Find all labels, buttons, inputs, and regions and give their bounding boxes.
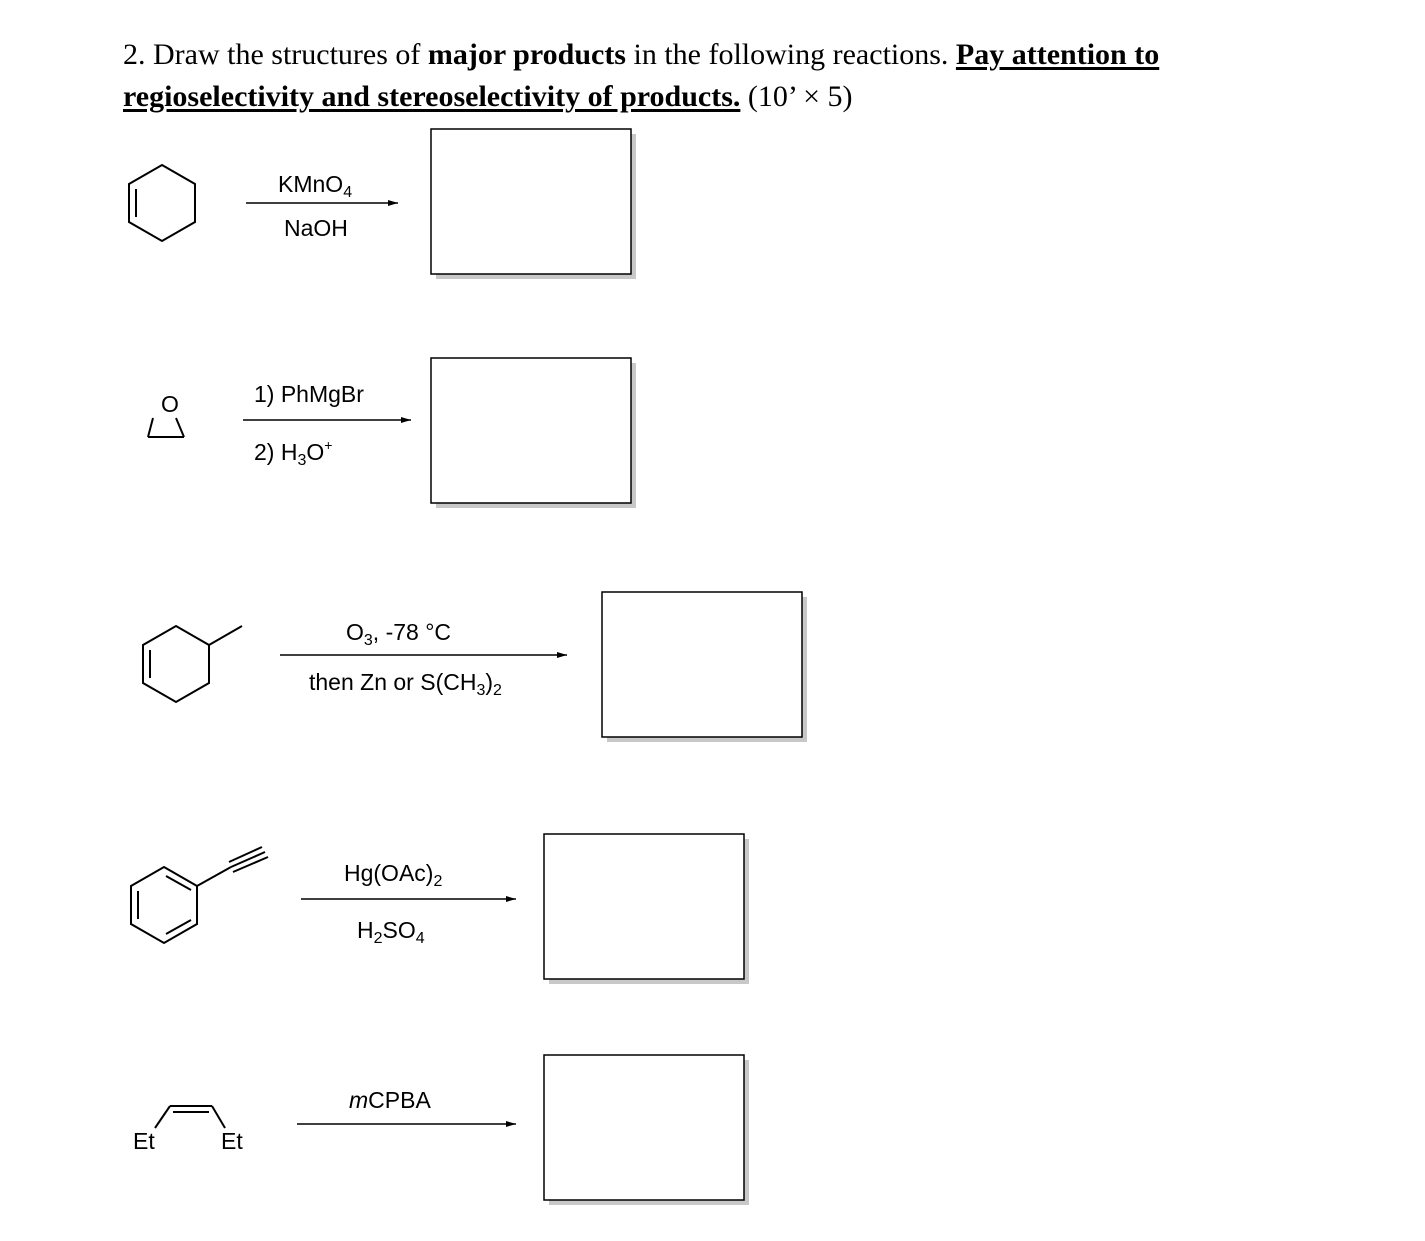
question-underline-2: regioselectivity and stereoselectivity of products. bbox=[123, 80, 741, 113]
answer-box-5[interactable] bbox=[544, 1055, 744, 1200]
answer-box-4[interactable] bbox=[544, 834, 744, 979]
phenylpropyne-icon bbox=[131, 847, 268, 943]
reagent-above-2: 1) PhMgBr bbox=[254, 381, 364, 407]
epoxide-oxygen-label: O bbox=[161, 391, 179, 417]
reaction-5 bbox=[133, 1055, 749, 1205]
reagent-above-1: KMnO$_4$ bbox=[278, 171, 353, 201]
answer-box-2[interactable] bbox=[431, 358, 631, 503]
reagent-below-3: then Zn or $S(CH_3)_2$ bbox=[309, 669, 502, 699]
cyclohexene-icon bbox=[129, 165, 195, 241]
ethyl-label-right: Et bbox=[221, 1128, 243, 1154]
question-points: (10’ × 5) bbox=[747, 80, 853, 113]
methylcyclohexene-icon bbox=[143, 626, 242, 702]
reagent-below-4: $H_2SO_4$ bbox=[357, 917, 425, 947]
reaction-2 bbox=[148, 358, 636, 508]
question-bold-major-products: major products bbox=[427, 38, 626, 71]
reagent-below-2: 2) $H_3O^+$ bbox=[254, 437, 333, 469]
reaction-4 bbox=[131, 834, 749, 984]
ethyl-label-left: Et bbox=[133, 1128, 155, 1154]
question-text-1: Draw the structures of bbox=[153, 38, 421, 71]
question-text-2: in the following reactions. bbox=[633, 38, 949, 71]
reaction-1 bbox=[129, 129, 636, 279]
reagent-below-1: NaOH bbox=[284, 215, 348, 241]
reagent-above-3: $O_3$, -78 °C bbox=[346, 619, 452, 649]
question-number: 2. bbox=[123, 38, 146, 71]
epoxide-icon bbox=[148, 391, 184, 437]
answer-box-1[interactable] bbox=[431, 129, 631, 274]
reagent-above-5: mCPBA bbox=[349, 1087, 431, 1113]
cis-3-hexene-icon bbox=[133, 1106, 243, 1154]
answer-box-3[interactable] bbox=[602, 592, 802, 737]
reagent-above-4: $Hg(OAc)_2$ bbox=[344, 860, 443, 890]
reaction-3 bbox=[143, 592, 807, 742]
question-underline-1: Pay attention to bbox=[955, 38, 1160, 71]
